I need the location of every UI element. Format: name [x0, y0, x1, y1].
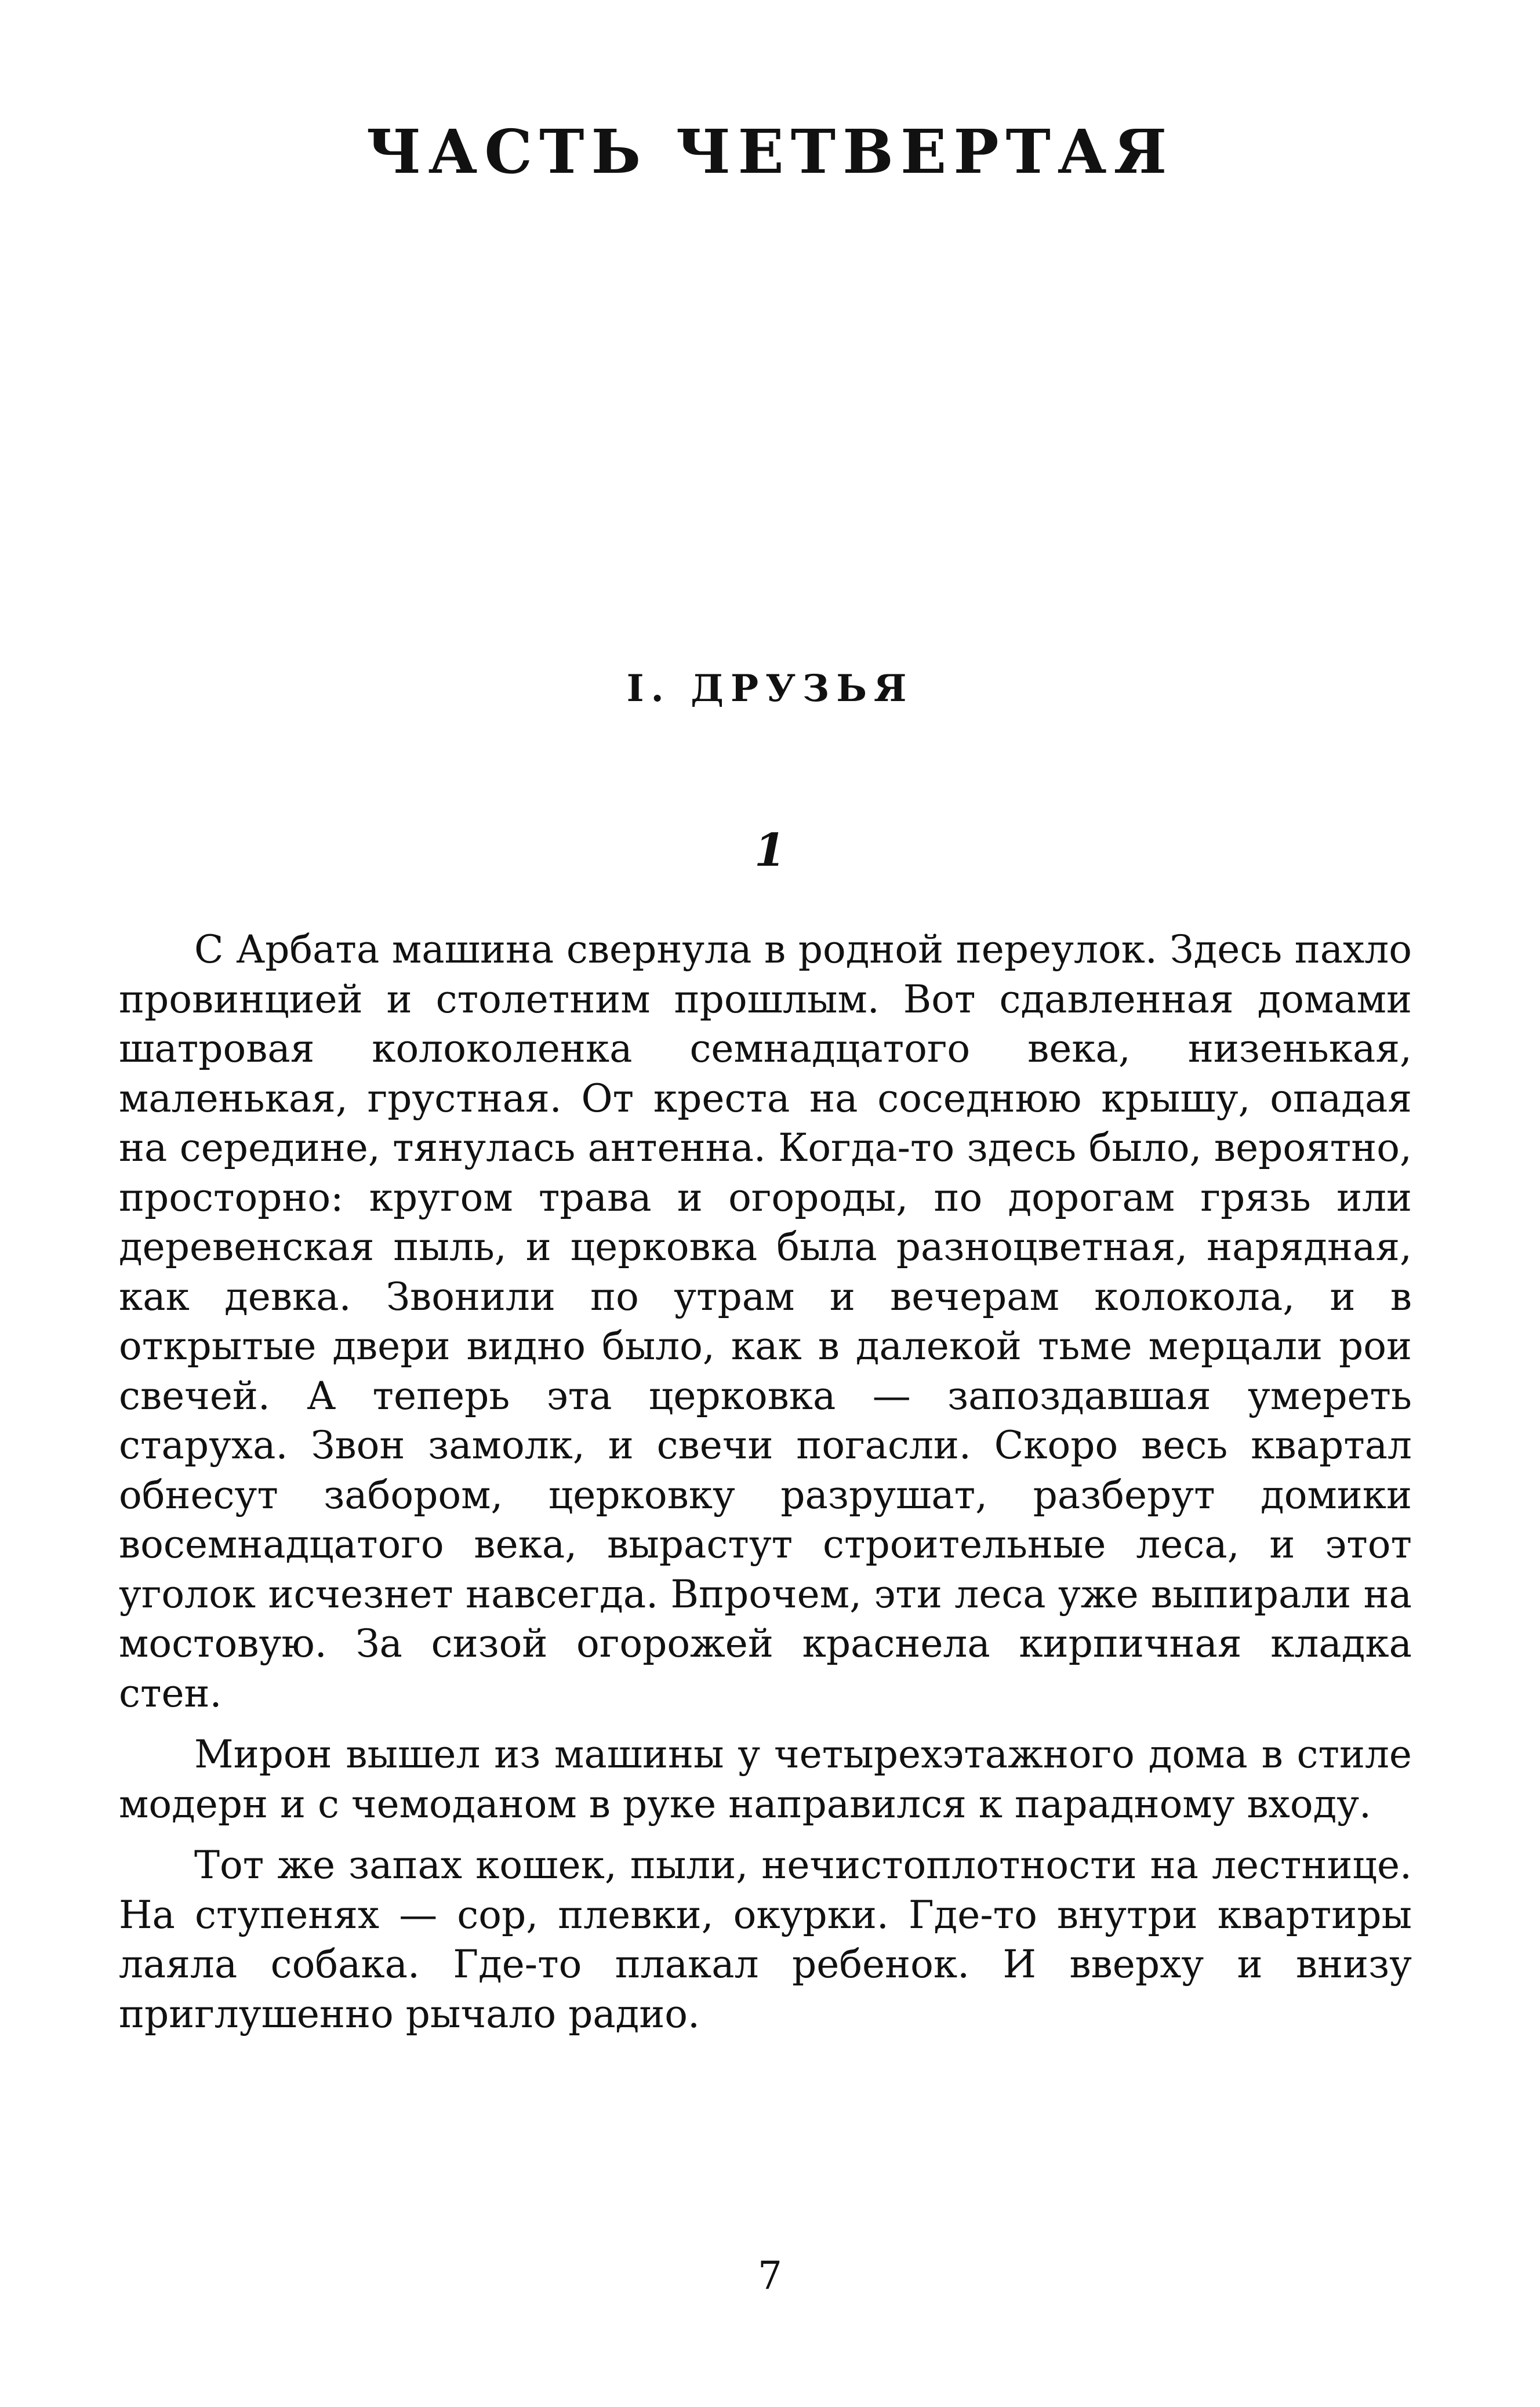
section-number: 1: [754, 824, 786, 877]
body-text: [119, 925, 1412, 2039]
part-title: ЧАСТЬ ЧЕТВЕРТАЯ: [366, 116, 1174, 187]
paragraph-3: Тот же запах кошек, пыли, нечистоплотности на лестнице. На ступенях — сор, плевки, окурки. Где-то внутри квартиры лаяла собака. Где-то плакал ребенок. И вверху и внизу приглушенно рычало радио.: [119, 1843, 1412, 2036]
paragraph-1: С Арбата машина свернула в родной переулок. Здесь пахло провинцией и столетним прошлым. Вот сдавленная домами шатровая колоколенка семнадцатого века, низенькая, маленькая, грустная. От креста на соседнюю крышу, опадая на середине, тянулась антенна. Когда-то здесь было, вероятно, просторно: кругом трава и огороды, по дорогам грязь или деревенская пыль, и церковка была разноцветная, нарядная, как девка. Звонили по утрам и вечерам колокола, и в открытые двери видно было, как в далекой тьме мерцали рои свечей. А теперь эта церковка — запоздавшая умереть старуха. Звон замолк, и свечи погасли. Скоро весь квартал обнесут забором, церковку разрушат, разберут домики восемнадцатого века, вырастут строительные леса, и этот уголок исчезнет навсегда. Впрочем, эти леса уже выпирали на мостовую. За сизой огорожей краснела кирпичная кладка стен.: [119, 927, 1412, 1716]
chapter-title: I. ДРУЗЬЯ: [626, 667, 914, 710]
page-number: 7: [758, 2253, 782, 2298]
paragraph-2: Мирон вышел из машины у четырехэтажного дома в стиле модерн и с чемоданом в руке направился к парадному входу.: [119, 1732, 1412, 1827]
